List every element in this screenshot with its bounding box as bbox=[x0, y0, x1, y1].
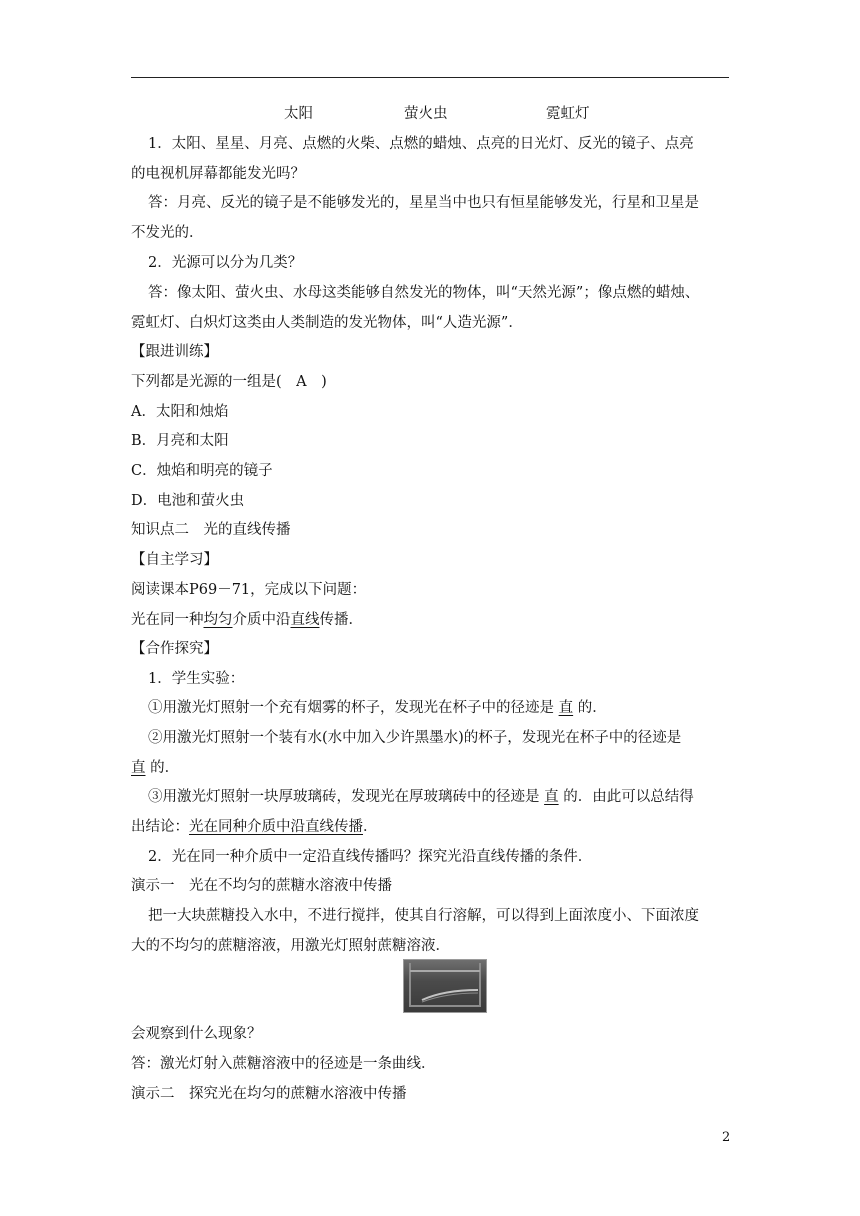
exp2-post: 的． bbox=[150, 760, 180, 776]
observe-question: 会观察到什么现象？ bbox=[131, 1026, 262, 1042]
q1-line2: 的电视机屏幕都能发光吗？ bbox=[131, 166, 305, 182]
fill-blank-uniform: 均匀 bbox=[203, 612, 233, 628]
demo1-title: 演示一 光在不均匀的蔗糖水溶液中传播 bbox=[131, 878, 392, 894]
practice-option-d: D．电池和萤火虫 bbox=[131, 493, 245, 509]
kp2-title: 知识点二 光的直线传播 bbox=[131, 522, 291, 538]
practice-question: 下列都是光源的一组是( A ) bbox=[131, 374, 327, 390]
read-instruction: 阅读课本P69－71，完成以下问题： bbox=[131, 582, 367, 598]
exp2-blank: 直 bbox=[131, 760, 146, 776]
header-rule bbox=[131, 77, 729, 78]
exp3-post: 的．由此可以总结得 bbox=[563, 789, 694, 805]
exp1-line bbox=[148, 698, 607, 718]
fill-sentence bbox=[131, 610, 363, 630]
q1-line1: 1．太阳、星星、月亮、点燃的火柴、点燃的蜡烛、点亮的日光灯、反光的镜子、点亮 bbox=[148, 136, 694, 152]
observe-answer: 答：激光灯射入蔗糖溶液中的径迹是一条曲线． bbox=[131, 1056, 436, 1072]
exp1-post: 的． bbox=[577, 700, 607, 716]
exp3-line1 bbox=[148, 787, 694, 807]
exp3-line2 bbox=[131, 817, 378, 837]
sugar-solution-photo bbox=[403, 959, 487, 1013]
exp1-blank: 直 bbox=[558, 700, 574, 716]
source-firefly: 萤火虫 bbox=[404, 106, 448, 122]
q1-answer-line1: 答：月亮、反光的镜子是不能够发光的，星星当中也只有恒星能够发光，行星和卫星是 bbox=[148, 195, 699, 211]
practice-heading: 【跟进训练】 bbox=[131, 344, 218, 360]
demo2-title: 演示二 探究光在均匀的蔗糖水溶液中传播 bbox=[131, 1086, 407, 1102]
exp3-pre: ③用激光灯照射一块厚玻璃砖，发现光在厚玻璃砖中的径迹是 bbox=[148, 789, 540, 805]
q2-line1: 2．光源可以分为几类？ bbox=[148, 255, 303, 271]
exp3-line2-post: ． bbox=[363, 819, 378, 835]
fill-mid: 介质中沿 bbox=[232, 612, 291, 628]
exp2-line2 bbox=[131, 758, 179, 778]
practice-option-a: A．太阳和烛焰 bbox=[131, 404, 229, 420]
exp1-pre: ①用激光灯照射一个充有烟雾的杯子，发现光在杯子中的径迹是 bbox=[148, 700, 554, 716]
coop-heading: 【合作探究】 bbox=[131, 641, 218, 657]
demo1-line2: 大的不均匀的蔗糖溶液，用激光灯照射蔗糖溶液． bbox=[131, 938, 450, 954]
exp2-line1: ②用激光灯照射一个装有水(水中加入少许黑墨水)的杯子，发现光在杯子中的径迹是 bbox=[148, 730, 682, 746]
curved-laser-beam bbox=[404, 960, 487, 1013]
q2-answer-line2: 霓虹灯、白炽灯这类由人类制造的发光物体，叫“人造光源”． bbox=[131, 315, 523, 331]
practice-option-c: C．烛焰和明亮的镜子 bbox=[131, 463, 273, 479]
practice-option-b: B．月亮和太阳 bbox=[131, 433, 229, 449]
exp-title: 1．学生实验： bbox=[148, 671, 245, 687]
q1-answer-line2: 不发光的． bbox=[131, 225, 204, 241]
source-sun: 太阳 bbox=[284, 106, 313, 122]
fill-post: 传播． bbox=[319, 612, 363, 628]
q-straight-line: 2．光在同一种介质中一定沿直线传播吗？探究光沿直线传播的条件． bbox=[148, 849, 593, 865]
self-study-heading: 【自主学习】 bbox=[131, 552, 218, 568]
page-number: 2 bbox=[722, 1130, 731, 1145]
exp3-line2-pre: 出结论： bbox=[131, 819, 189, 835]
exp3-blank: 直 bbox=[544, 789, 559, 805]
fill-blank-straight: 直线 bbox=[290, 612, 320, 628]
q2-answer-line1: 答：像太阳、萤火虫、水母这类能够自然发光的物体，叫“天然光源”；像点燃的蜡烛、 bbox=[148, 285, 700, 301]
exp3-conclusion: 光在同种介质中沿直线传播 bbox=[189, 819, 363, 835]
demo1-line1: 把一大块蔗糖投入水中，不进行搅拌，使其自行溶解，可以得到上面浓度小、下面浓度 bbox=[148, 908, 699, 924]
fill-pre: 光在同一种 bbox=[131, 612, 204, 628]
source-neon: 霓虹灯 bbox=[546, 106, 590, 122]
